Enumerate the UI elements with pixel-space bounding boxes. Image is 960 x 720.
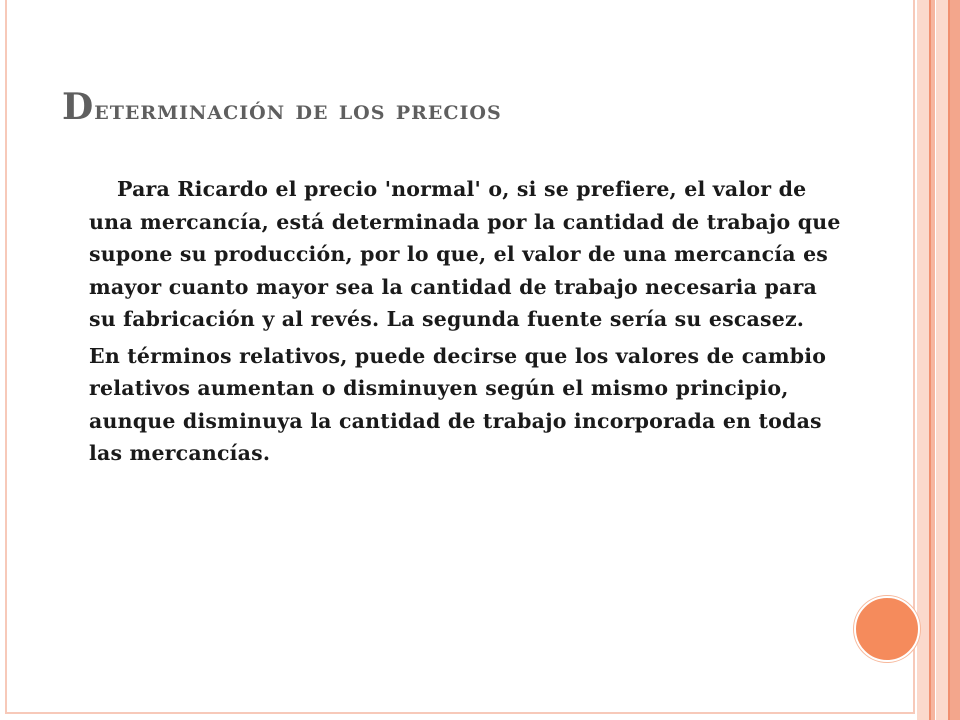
- decorative-stripe: [917, 0, 929, 720]
- decorative-stripe-line: [929, 0, 931, 720]
- slide-body: [89, 173, 849, 470]
- decorative-circle: [854, 596, 920, 662]
- decorative-stripe: [950, 0, 960, 720]
- decorative-stripe: [936, 0, 948, 720]
- slide-title-initial: D: [62, 86, 95, 128]
- slide-title: [62, 86, 502, 128]
- decorative-stripe-line: [948, 0, 950, 720]
- paragraph-relative-terms: En términos relativos, puede decirse que los valores de cambio relativos aumentan o disminuyen según el mismo principio, aunque disminuya la cantidad de trabajo incorporada en todas las mercancías.: [89, 343, 827, 465]
- slide-title-rest: eterminación de los precios: [94, 95, 502, 126]
- paragraph-ricardo-value: Para Ricardo el precio 'normal' o, si se prefiere, el valor de una mercancía, está determinada por la cantidad de trabajo que supone su producción, por lo que, el valor de una mercancía es mayor cuanto mayor sea la cantidad de trabajo necesaria para su fabricación y al revés. La segunda fuente sería su escasez.: [89, 177, 841, 331]
- decorative-stripe: [931, 0, 935, 720]
